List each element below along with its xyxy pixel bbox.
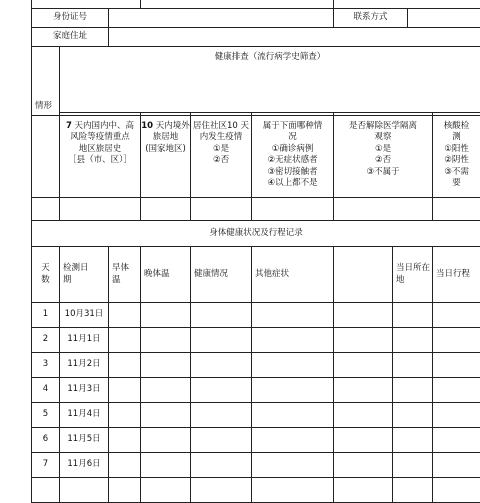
itinerary-cell[interactable] xyxy=(433,353,480,378)
screening-questions-row xyxy=(32,116,480,198)
health-cell[interactable] xyxy=(191,303,252,328)
day-number: 6 xyxy=(32,428,60,453)
screening-answer-row xyxy=(32,198,480,221)
header-symptoms: 其他症状 xyxy=(252,247,334,303)
location-cell[interactable] xyxy=(393,303,433,328)
header-morning-temp: 早体 温 xyxy=(109,247,141,303)
contact-value-cell[interactable] xyxy=(408,9,480,28)
morning-temp-cell[interactable] xyxy=(109,378,141,403)
symptoms-cell[interactable] xyxy=(252,453,334,478)
itinerary-cell[interactable] xyxy=(433,378,480,403)
answer-cell[interactable] xyxy=(334,198,433,221)
case-type-question: 属于下面哪种情 况 ①确诊病例 ②无症状感者 ③密切接触者 ④以上都不是 xyxy=(252,116,334,198)
location-cell[interactable] xyxy=(393,428,433,453)
health-cell[interactable] xyxy=(191,403,252,428)
date-cell: 11月1日 xyxy=(60,328,109,353)
evening-temp-cell[interactable] xyxy=(141,428,191,453)
health-cell[interactable] xyxy=(191,353,252,378)
itinerary-cell[interactable] xyxy=(433,303,480,328)
evening-temp-cell[interactable] xyxy=(141,303,191,328)
evening-temp-cell[interactable] xyxy=(141,353,191,378)
symptoms-cell[interactable] xyxy=(252,328,334,353)
evening-temp-cell[interactable] xyxy=(141,403,191,428)
screening-title: 健康排查（流行病学史筛查） xyxy=(60,47,480,113)
nucleic-test-question: 核酸检 测 ①阳性 ②阴性 ③不需 要 xyxy=(433,116,480,198)
address-row xyxy=(32,28,480,47)
table-row xyxy=(32,453,480,478)
header-date: 检测日 期 xyxy=(60,247,109,303)
itinerary-cell[interactable] xyxy=(433,428,480,453)
itinerary-cell[interactable] xyxy=(433,328,480,353)
health-cell[interactable] xyxy=(191,453,252,478)
date-cell: 11月5日 xyxy=(60,428,109,453)
location-cell[interactable] xyxy=(393,328,433,353)
day-number: 3 xyxy=(32,353,60,378)
health-cell[interactable] xyxy=(191,428,252,453)
screening-title-row xyxy=(32,47,480,113)
log-header-row xyxy=(32,247,480,303)
id-value-cell[interactable] xyxy=(109,9,334,28)
address-value-cell[interactable] xyxy=(109,28,480,47)
morning-temp-cell[interactable] xyxy=(109,303,141,328)
answer-cell[interactable] xyxy=(141,198,191,221)
health-cell[interactable] xyxy=(191,328,252,353)
table-row xyxy=(32,303,480,328)
top-cut-row xyxy=(32,0,480,9)
symptoms-cell[interactable] xyxy=(252,353,334,378)
address-label: 家庭住址 xyxy=(32,28,109,47)
morning-temp-cell[interactable] xyxy=(109,453,141,478)
log-title: 身体健康状况及行程记录 xyxy=(32,221,480,247)
morning-temp-cell[interactable] xyxy=(109,328,141,353)
morning-temp-cell[interactable] xyxy=(109,428,141,453)
answer-cell[interactable] xyxy=(191,198,252,221)
domestic-travel-question: 7 天内国内中、高 风险等疫情重点 地区旅居史 ［县（市、区）］ xyxy=(60,116,141,198)
header-itinerary: 当日行程 xyxy=(433,247,480,303)
table-row xyxy=(32,378,480,403)
evening-temp-cell[interactable] xyxy=(141,378,191,403)
overseas-travel-question: 10 天内境外 旅居地 (国家地区) xyxy=(141,116,191,198)
log-title-row xyxy=(32,221,480,247)
location-cell[interactable] xyxy=(393,453,433,478)
health-cell[interactable] xyxy=(191,378,252,403)
header-location: 当日所在 地 xyxy=(393,247,433,303)
id-row xyxy=(32,9,480,28)
table-row xyxy=(32,428,480,453)
table-row-partial xyxy=(32,478,480,503)
form-table xyxy=(31,0,480,503)
situation-label: 情形 xyxy=(32,47,60,116)
table-row xyxy=(32,353,480,378)
date-cell: 11月3日 xyxy=(60,378,109,403)
location-cell[interactable] xyxy=(393,403,433,428)
community-outbreak-question: 居住社区10 天 内发生疫情 ①是 ②否 xyxy=(191,116,252,198)
contact-label: 联系方式 xyxy=(334,9,408,28)
location-cell[interactable] xyxy=(393,353,433,378)
day-number: 2 xyxy=(32,328,60,353)
id-label: 身份证号 xyxy=(32,9,109,28)
itinerary-cell[interactable] xyxy=(433,453,480,478)
answer-cell[interactable] xyxy=(60,198,141,221)
answer-cell[interactable] xyxy=(433,198,480,221)
day-number: 7 xyxy=(32,453,60,478)
morning-temp-cell[interactable] xyxy=(109,403,141,428)
header-day: 天 数 xyxy=(32,247,60,303)
header-evening-temp: 晚体温 xyxy=(141,247,191,303)
header-health: 健康情况 xyxy=(191,247,252,303)
location-cell[interactable] xyxy=(393,378,433,403)
date-cell: 11月4日 xyxy=(60,403,109,428)
symptoms-cell[interactable] xyxy=(252,403,334,428)
itinerary-cell[interactable] xyxy=(433,403,480,428)
quarantine-question: 是否解除医学隔离 观察 ①是 ②否 ③不属于 xyxy=(334,116,433,198)
table-row xyxy=(32,328,480,353)
symptoms-cell[interactable] xyxy=(252,378,334,403)
symptoms-cell[interactable] xyxy=(252,428,334,453)
evening-temp-cell[interactable] xyxy=(141,328,191,353)
evening-temp-cell[interactable] xyxy=(141,453,191,478)
day-number: 4 xyxy=(32,378,60,403)
table-row xyxy=(32,403,480,428)
answer-cell[interactable] xyxy=(252,198,334,221)
date-cell: 11月6日 xyxy=(60,453,109,478)
date-cell: 10月31日 xyxy=(60,303,109,328)
day-number: 1 xyxy=(32,303,60,328)
symptoms-cell[interactable] xyxy=(252,303,334,328)
day-number: 5 xyxy=(32,403,60,428)
morning-temp-cell[interactable] xyxy=(109,353,141,378)
date-cell: 11月2日 xyxy=(60,353,109,378)
